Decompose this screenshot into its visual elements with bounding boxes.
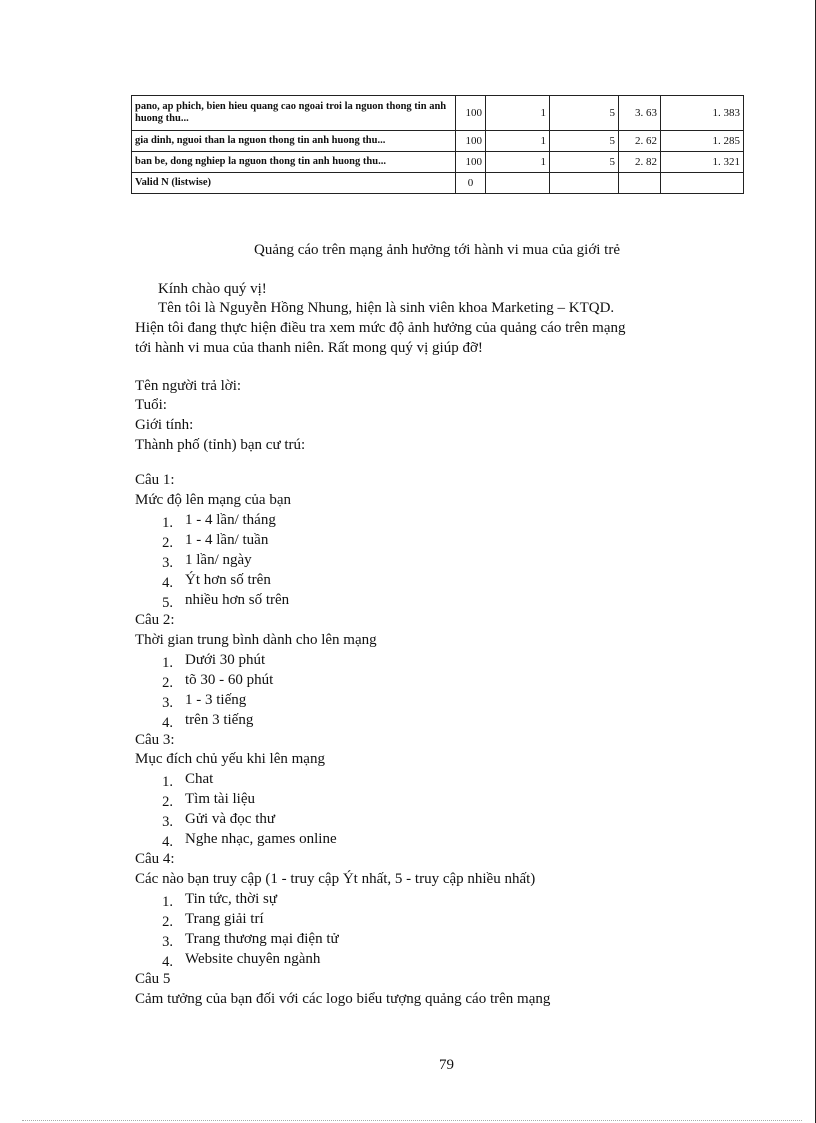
option-item: Chat [185,771,214,787]
cell-max: 5 [550,131,619,152]
question-label: Câu 1: [135,472,175,488]
option-item: tõ 30 - 60 phút [185,672,274,688]
table-row [132,173,744,194]
option-number: 1. [162,894,173,910]
option-number: 3. [162,695,173,711]
table-row [132,96,744,131]
option-item: Dưới 30 phút [185,652,266,668]
cell-n: 100 [456,96,486,131]
option-number: 2. [162,675,173,691]
option-item: Nghe nhạc, games online [185,831,337,847]
cell-sd: 1. 285 [661,131,744,152]
cell-n: 0 [456,173,486,194]
greeting: Kính chào quý vị! [158,281,267,297]
option-number: 2. [162,794,173,810]
cell-sd: 1. 383 [661,96,744,131]
question-text: Mức độ lên mạng của bạn [135,492,291,508]
option-item: 1 - 4 lần/ tháng [185,512,276,528]
option-item: trên 3 tiếng [185,712,254,728]
question-text: Các nào bạn truy cập (1 - truy cập Ýt nhất, 5 - truy cập nhiều nhất) [135,871,536,887]
option-item: 1 lần/ ngày [185,552,252,568]
cell-mean: 2. 82 [619,152,661,173]
option-item: Trang thương mại điện tử [185,931,339,947]
field-gender: Giới tính: [135,417,194,433]
option-item: 1 - 4 lần/ tuần [185,532,269,548]
page-bottom-rule [22,1120,802,1121]
option-number: 4. [162,954,173,970]
row-label: gia dinh, nguoi than la nguon thong tin anh huong thu... [132,131,456,152]
option-item: Tìm tài liệu [185,791,255,807]
question-text: Mục đích chủ yếu khi lên mạng [135,751,325,767]
cell-max: 5 [550,152,619,173]
cell-sd: 1. 321 [661,152,744,173]
option-number: 5. [162,595,173,611]
option-number: 3. [162,555,173,571]
survey-title: Quảng cáo trên mạng ảnh hưởng tới hành vi mua của giới trẻ [254,242,620,258]
cell-mean: 2. 62 [619,131,661,152]
question-label: Câu 3: [135,732,175,748]
table-row [132,131,744,152]
field-city: Thành phố (tỉnh) bạn cư trú: [135,437,306,453]
intro-line-3: tới hành vi mua của thanh niên. Rất mong quý vị giúp đỡ! [135,340,483,356]
option-item: Gửi và đọc thư [185,811,275,827]
option-number: 3. [162,934,173,950]
cell-min: 1 [486,131,550,152]
option-number: 1. [162,515,173,531]
cell-mean: 3. 63 [619,96,661,131]
option-number: 2. [162,535,173,551]
option-number: 1. [162,774,173,790]
cell-n: 100 [456,131,486,152]
question-text: Cảm tưởng của bạn đối với các logo biểu tượng quảng cáo trên mạng [135,991,551,1007]
intro-line-2: Hiện tôi đang thực hiện điều tra xem mức độ ảnh hưởng của quảng cáo trên mạng [135,320,626,336]
option-item: Trang giải trí [185,911,264,927]
option-number: 4. [162,715,173,731]
field-respondent-name: Tên người trả lời: [135,378,242,394]
option-item: Tin tức, thời sự [185,891,277,907]
option-item: Website chuyên ngành [185,951,321,967]
cell-max: 5 [550,96,619,131]
question-label: Câu 4: [135,851,175,867]
cell-min: 1 [486,152,550,173]
field-age: Tuổi: [135,397,167,413]
table-row [132,152,744,173]
cell-n: 100 [456,152,486,173]
option-number: 1. [162,655,173,671]
option-item: 1 - 3 tiếng [185,692,247,708]
statistics-table [131,95,744,194]
row-label: pano, ap phich, bien hieu quang cao ngoai troi la nguon thong tin anh huong thu... [132,96,456,131]
option-number: 3. [162,814,173,830]
cell-min [486,173,550,194]
option-number: 4. [162,834,173,850]
option-item: nhiều hơn số trên [185,592,290,608]
page-number: 79 [439,1057,454,1073]
option-number: 2. [162,914,173,930]
row-label: Valid N (listwise) [132,173,456,194]
intro-line-1: Tên tôi là Nguyễn Hồng Nhung, hiện là sinh viên khoa Marketing – KTQD. [158,300,615,316]
cell-sd [661,173,744,194]
option-number: 4. [162,575,173,591]
row-label: ban be, dong nghiep la nguon thong tin anh huong thu... [132,152,456,173]
question-label: Câu 2: [135,612,175,628]
question-text: Thời gian trung bình dành cho lên mạng [135,632,377,648]
cell-max [550,173,619,194]
cell-mean [619,173,661,194]
question-label: Câu 5 [135,971,171,987]
cell-min: 1 [486,96,550,131]
option-item: Ýt hơn số trên [185,572,271,588]
